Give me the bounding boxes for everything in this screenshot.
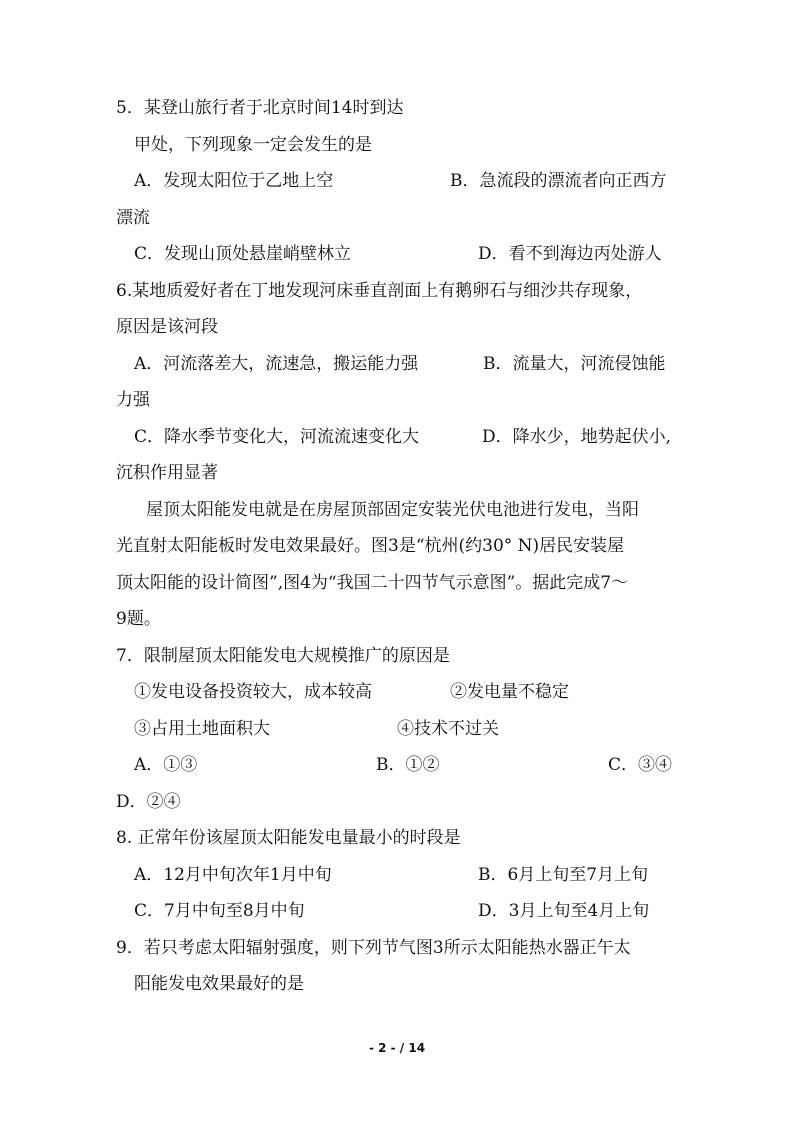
q7-item-3: ③占用土地面积大 [134, 719, 270, 739]
q7-item-1: ①发电设备投资较大，成本较高 [134, 682, 372, 702]
q8-option-b: B．6月上旬至7月上旬 [478, 865, 649, 885]
q5-stem-line-1: 5．某登山旅行者于北京时间14时到达 [116, 98, 404, 118]
q7-option-c: C．③④ [608, 755, 673, 775]
q6-option-b: B．流量大，河流侵蚀能 [483, 354, 666, 374]
q7-option-a: A．①③ [134, 755, 198, 775]
q6-option-a: A．河流落差大，流速急，搬运能力强 [134, 354, 419, 374]
q6-stem-line-2: 原因是该河段 [116, 317, 218, 337]
q8-stem: 8. 正常年份该屋顶太阳能发电量最小的时段是 [116, 828, 461, 848]
q9-stem-line-1: 9．若只考虑太阳辐射强度，则下列节气图3所示太阳能热水器正午太 [116, 938, 631, 958]
q5-option-d: D．看不到海边丙处游人 [478, 244, 662, 264]
q7-option-b: B．①② [376, 755, 440, 775]
passage-line-1: 屋顶太阳能发电就是在房屋顶部固定安装光伏电池进行发电，当阳 [146, 500, 639, 520]
q9-stem-line-2: 阳能发电效果最好的是 [134, 974, 304, 994]
q5-option-b: B．急流段的漂流者向正西方 [450, 171, 667, 191]
q7-stem: 7．限制屋顶太阳能发电大规模推广的原因是 [116, 646, 450, 666]
page-number: - 2 - / 14 [368, 1041, 426, 1055]
q5-option-b-continued: 漂流 [116, 208, 150, 228]
q7-item-2: ②发电量不稳定 [450, 682, 569, 702]
q8-option-c: C．7月中旬至8月中旬 [134, 901, 305, 921]
q5-option-c: C．发现山顶处悬崖峭壁林立 [134, 244, 352, 264]
q6-option-c: C．降水季节变化大，河流流速变化大 [134, 427, 420, 447]
q7-item-4: ④技术不过关 [397, 719, 499, 739]
q8-option-a: A．12月中旬次年1月中旬 [134, 865, 332, 885]
passage-line-4: 9题。 [116, 609, 161, 629]
q6-stem-line-1: 6.某地质爱好者在丁地发现河床垂直剖面上有鹅卵石与细沙共存现象， [116, 281, 643, 301]
q6-option-d: D．降水少，地势起伏小, [482, 427, 672, 447]
q8-option-d: D．3月上旬至4月上旬 [478, 901, 650, 921]
q6-option-d-continued: 沉积作用显著 [116, 463, 218, 483]
q5-option-a: A．发现太阳位于乙地上空 [134, 171, 334, 191]
q5-stem-line-2: 甲处，下列现象一定会发生的是 [134, 135, 372, 155]
passage-line-3: 顶太阳能的设计简图”,图4为“我国二十四节气示意图”。据此完成7～ [116, 573, 629, 593]
passage-line-2: 光直射太阳能板时发电效果最好。图3是“杭州(约30° N)居民安装屋 [116, 536, 625, 556]
q6-option-b-continued: 力强 [116, 390, 150, 410]
q7-option-d: D．②④ [116, 792, 181, 812]
